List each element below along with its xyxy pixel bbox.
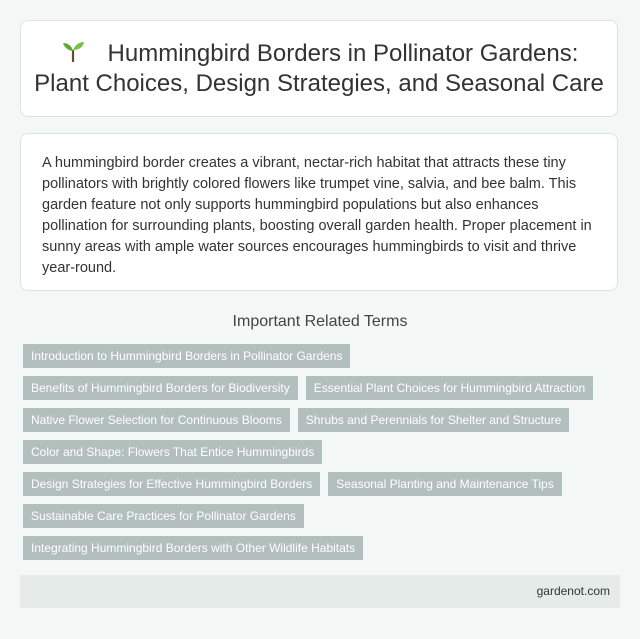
related-terms-list bbox=[23, 344, 623, 560]
footer-site-link[interactable]: gardenot.com bbox=[536, 584, 610, 598]
summary-text: A hummingbird border creates a vibrant, nectar-rich habitat that attracts these tiny pollinators with brightly colored flowers like trumpet vine, salvia, and bee balm. This garden feature not only supports hummingbird populations but also enhances pollination for surrounding plants, boosting overall garden health. Proper placement in sunny areas with ample water sources encourages hummingbirds to visit and thrive year-round. bbox=[42, 155, 592, 276]
term-tag[interactable]: Benefits of Hummingbird Borders for Biodiversity bbox=[23, 376, 298, 400]
summary-card bbox=[20, 133, 618, 291]
term-tag[interactable]: Color and Shape: Flowers That Entice Hummingbirds bbox=[23, 440, 322, 464]
title-line-1: Hummingbird Borders in Pollinator Gardens: bbox=[107, 39, 579, 67]
page-title bbox=[34, 39, 604, 99]
related-terms-heading: Important Related Terms bbox=[232, 313, 408, 330]
term-tag[interactable]: Introduction to Hummingbird Borders in Pollinator Gardens bbox=[23, 344, 350, 368]
term-tag[interactable]: Shrubs and Perennials for Shelter and Structure bbox=[298, 408, 569, 432]
term-tag[interactable]: Essential Plant Choices for Hummingbird Attraction bbox=[306, 376, 593, 400]
term-tag[interactable]: Design Strategies for Effective Hummingbird Borders bbox=[23, 472, 320, 496]
title-card bbox=[20, 20, 618, 117]
footer bbox=[20, 575, 620, 608]
title-line-2: Plant Choices, Design Strategies, and Seasonal Care bbox=[34, 69, 604, 97]
sprout-icon bbox=[60, 39, 86, 63]
term-tag[interactable]: Native Flower Selection for Continuous Blooms bbox=[23, 408, 290, 432]
term-tag[interactable]: Sustainable Care Practices for Pollinator Gardens bbox=[23, 504, 304, 528]
term-tag[interactable]: Seasonal Planting and Maintenance Tips bbox=[328, 472, 561, 496]
term-tag[interactable]: Integrating Hummingbird Borders with Other Wildlife Habitats bbox=[23, 536, 363, 560]
